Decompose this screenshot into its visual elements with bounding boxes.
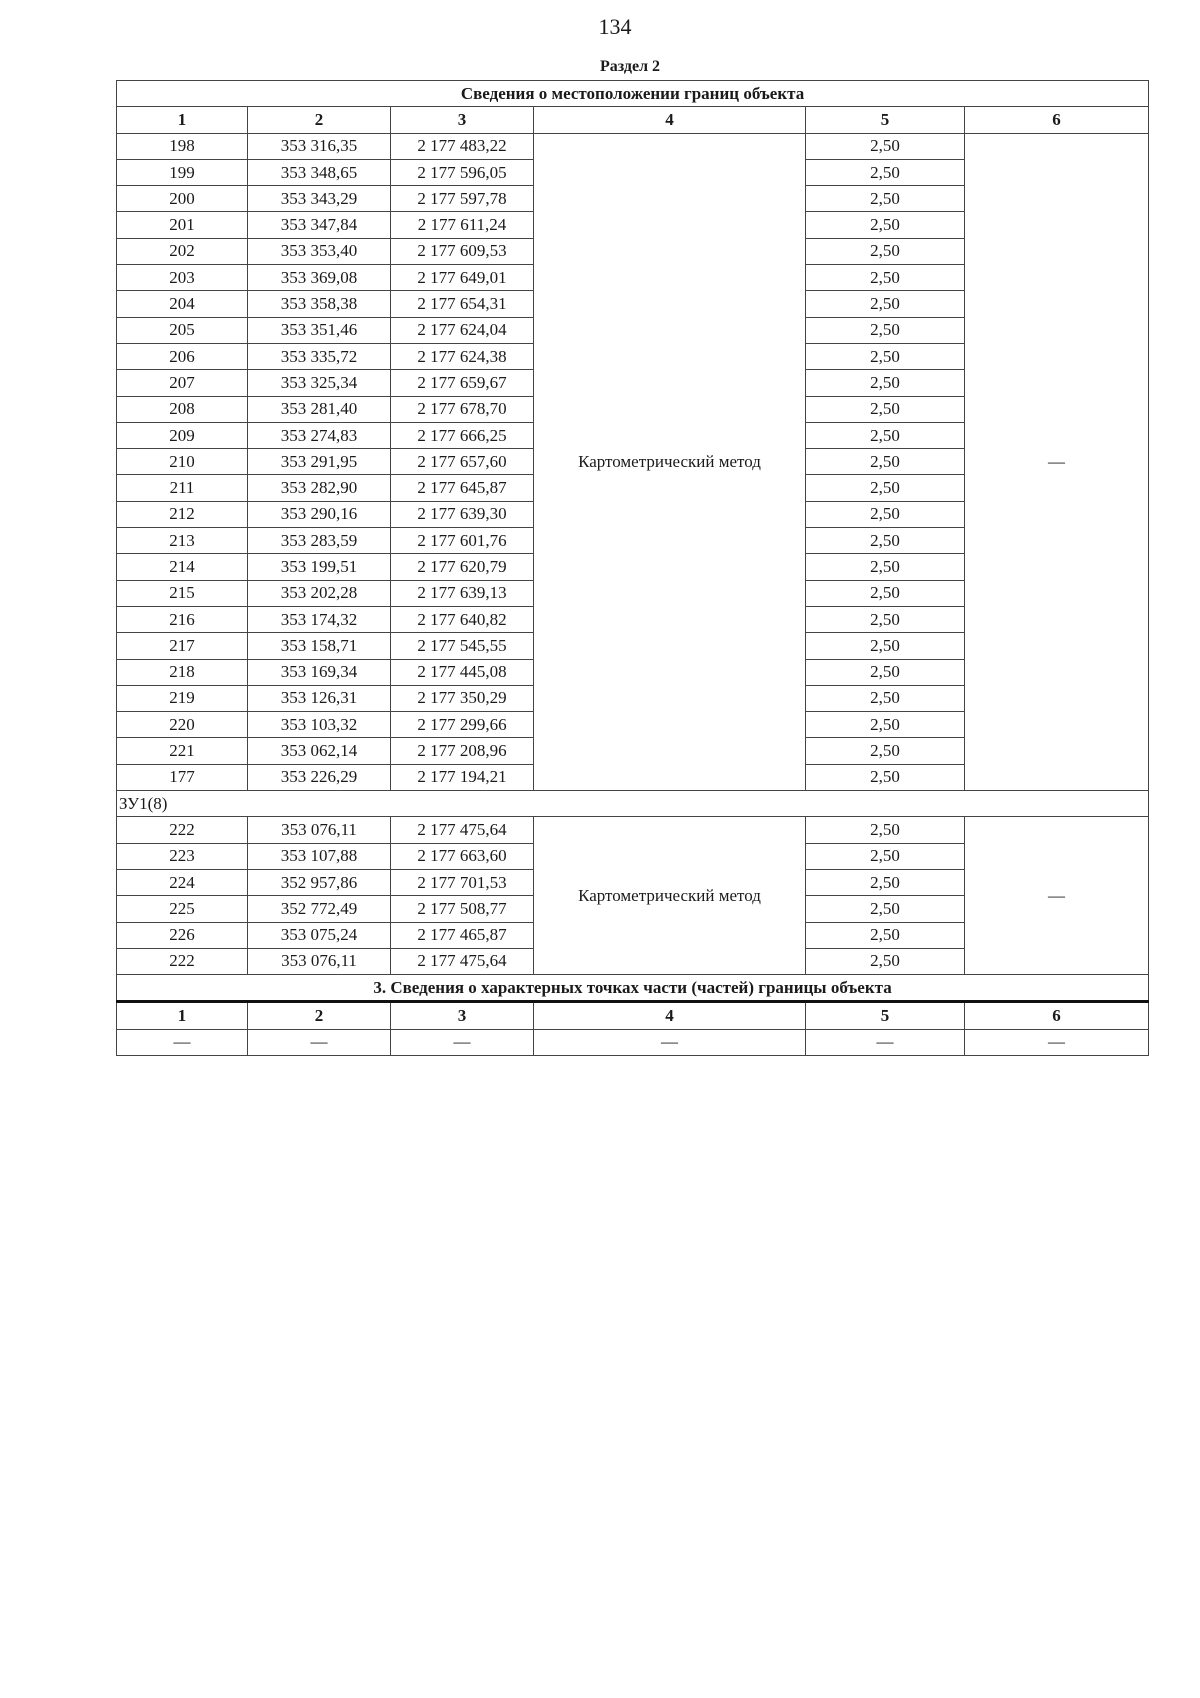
point-number-cell: 224 — [117, 869, 248, 895]
point-number-cell: 214 — [117, 554, 248, 580]
point-number-cell: 211 — [117, 475, 248, 501]
section3-cell: — — [534, 1029, 806, 1055]
y-coordinate-cell: 2 177 624,38 — [391, 343, 534, 369]
x-coordinate-cell: 353 199,51 — [248, 554, 391, 580]
group-label: ЗУ1(8) — [117, 791, 1149, 817]
point-number-cell: 208 — [117, 396, 248, 422]
boundary-table — [116, 80, 1149, 1056]
column-header: 4 — [534, 107, 806, 133]
accuracy-cell: 2,50 — [806, 422, 965, 448]
table-title: Сведения о местоположении границ объекта — [117, 81, 1149, 107]
point-number-cell: 223 — [117, 843, 248, 869]
accuracy-cell: 2,50 — [806, 186, 965, 212]
point-number-cell: 204 — [117, 291, 248, 317]
section3-column-header: 4 — [534, 1002, 806, 1029]
accuracy-cell: 2,50 — [806, 554, 965, 580]
y-coordinate-cell: 2 177 609,53 — [391, 238, 534, 264]
accuracy-cell: 2,50 — [806, 265, 965, 291]
point-number-cell: 217 — [117, 633, 248, 659]
point-number-cell: 221 — [117, 738, 248, 764]
y-coordinate-cell: 2 177 620,79 — [391, 554, 534, 580]
y-coordinate-cell: 2 177 645,87 — [391, 475, 534, 501]
point-number-cell: 210 — [117, 449, 248, 475]
x-coordinate-cell: 353 351,46 — [248, 317, 391, 343]
accuracy-cell: 2,50 — [806, 948, 965, 974]
x-coordinate-cell: 353 291,95 — [248, 449, 391, 475]
table-title-row — [117, 81, 1149, 107]
y-coordinate-cell: 2 177 666,25 — [391, 422, 534, 448]
point-number-cell: 226 — [117, 922, 248, 948]
table-row — [117, 817, 1149, 843]
table-row — [117, 133, 1149, 159]
accuracy-cell: 2,50 — [806, 843, 965, 869]
x-coordinate-cell: 353 369,08 — [248, 265, 391, 291]
y-coordinate-cell: 2 177 601,76 — [391, 528, 534, 554]
section3-title: 3. Сведения о характерных точках части (частей) границы объекта — [117, 975, 1149, 1002]
x-coordinate-cell: 352 772,49 — [248, 896, 391, 922]
section3-column-header: 1 — [117, 1002, 248, 1029]
accuracy-cell: 2,50 — [806, 159, 965, 185]
y-coordinate-cell: 2 177 657,60 — [391, 449, 534, 475]
x-coordinate-cell: 353 358,38 — [248, 291, 391, 317]
y-coordinate-cell: 2 177 508,77 — [391, 896, 534, 922]
section3-column-header: 6 — [965, 1002, 1149, 1029]
x-coordinate-cell: 353 353,40 — [248, 238, 391, 264]
x-coordinate-cell: 353 281,40 — [248, 396, 391, 422]
y-coordinate-cell: 2 177 299,66 — [391, 712, 534, 738]
section3-cell: — — [248, 1029, 391, 1055]
y-coordinate-cell: 2 177 639,30 — [391, 501, 534, 527]
y-coordinate-cell: 2 177 663,60 — [391, 843, 534, 869]
column-header: 3 — [391, 107, 534, 133]
y-coordinate-cell: 2 177 475,64 — [391, 817, 534, 843]
x-coordinate-cell: 353 347,84 — [248, 212, 391, 238]
x-coordinate-cell: 353 290,16 — [248, 501, 391, 527]
column-header: 2 — [248, 107, 391, 133]
x-coordinate-cell: 353 107,88 — [248, 843, 391, 869]
accuracy-cell: 2,50 — [806, 896, 965, 922]
accuracy-cell: 2,50 — [806, 817, 965, 843]
column-header: 6 — [965, 107, 1149, 133]
x-coordinate-cell: 353 283,59 — [248, 528, 391, 554]
point-number-cell: 205 — [117, 317, 248, 343]
accuracy-cell: 2,50 — [806, 712, 965, 738]
accuracy-cell: 2,50 — [806, 291, 965, 317]
section3-cell: — — [391, 1029, 534, 1055]
y-coordinate-cell: 2 177 208,96 — [391, 738, 534, 764]
y-coordinate-cell: 2 177 194,21 — [391, 764, 534, 790]
x-coordinate-cell: 353 282,90 — [248, 475, 391, 501]
accuracy-cell: 2,50 — [806, 396, 965, 422]
y-coordinate-cell: 2 177 640,82 — [391, 606, 534, 632]
section3-data-row — [117, 1029, 1149, 1055]
group-label-row — [117, 791, 1149, 817]
y-coordinate-cell: 2 177 659,67 — [391, 370, 534, 396]
y-coordinate-cell: 2 177 597,78 — [391, 186, 534, 212]
point-number-cell: 198 — [117, 133, 248, 159]
point-number-cell: 201 — [117, 212, 248, 238]
x-coordinate-cell: 353 343,29 — [248, 186, 391, 212]
accuracy-cell: 2,50 — [806, 475, 965, 501]
y-coordinate-cell: 2 177 654,31 — [391, 291, 534, 317]
section3-column-header: 5 — [806, 1002, 965, 1029]
point-number-cell: 215 — [117, 580, 248, 606]
y-coordinate-cell: 2 177 465,87 — [391, 922, 534, 948]
column-header: 5 — [806, 107, 965, 133]
x-coordinate-cell: 353 076,11 — [248, 948, 391, 974]
accuracy-cell: 2,50 — [806, 869, 965, 895]
accuracy-cell: 2,50 — [806, 580, 965, 606]
section3-column-header: 3 — [391, 1002, 534, 1029]
accuracy-cell: 2,50 — [806, 449, 965, 475]
section3-header-row — [117, 1002, 1149, 1029]
section3-cell: — — [806, 1029, 965, 1055]
method-cell: Картометрический метод — [534, 133, 806, 790]
x-coordinate-cell: 353 169,34 — [248, 659, 391, 685]
x-coordinate-cell: 353 126,31 — [248, 685, 391, 711]
y-coordinate-cell: 2 177 701,53 — [391, 869, 534, 895]
x-coordinate-cell: 353 062,14 — [248, 738, 391, 764]
x-coordinate-cell: 353 075,24 — [248, 922, 391, 948]
x-coordinate-cell: 353 335,72 — [248, 343, 391, 369]
accuracy-cell: 2,50 — [806, 317, 965, 343]
point-number-cell: 207 — [117, 370, 248, 396]
x-coordinate-cell: 353 158,71 — [248, 633, 391, 659]
point-number-cell: 177 — [117, 764, 248, 790]
point-number-cell: 220 — [117, 712, 248, 738]
y-coordinate-cell: 2 177 596,05 — [391, 159, 534, 185]
column6-cell: — — [965, 817, 1149, 975]
point-number-cell: 216 — [117, 606, 248, 632]
accuracy-cell: 2,50 — [806, 238, 965, 264]
point-number-cell: 202 — [117, 238, 248, 264]
point-number-cell: 225 — [117, 896, 248, 922]
y-coordinate-cell: 2 177 611,24 — [391, 212, 534, 238]
y-coordinate-cell: 2 177 445,08 — [391, 659, 534, 685]
point-number-cell: 203 — [117, 265, 248, 291]
y-coordinate-cell: 2 177 639,13 — [391, 580, 534, 606]
y-coordinate-cell: 2 177 678,70 — [391, 396, 534, 422]
y-coordinate-cell: 2 177 649,01 — [391, 265, 534, 291]
y-coordinate-cell: 2 177 545,55 — [391, 633, 534, 659]
y-coordinate-cell: 2 177 624,04 — [391, 317, 534, 343]
accuracy-cell: 2,50 — [806, 738, 965, 764]
x-coordinate-cell: 353 174,32 — [248, 606, 391, 632]
point-number-cell: 222 — [117, 948, 248, 974]
accuracy-cell: 2,50 — [806, 343, 965, 369]
x-coordinate-cell: 353 348,65 — [248, 159, 391, 185]
accuracy-cell: 2,50 — [806, 212, 965, 238]
x-coordinate-cell: 353 076,11 — [248, 817, 391, 843]
point-number-cell: 209 — [117, 422, 248, 448]
x-coordinate-cell: 353 202,28 — [248, 580, 391, 606]
accuracy-cell: 2,50 — [806, 528, 965, 554]
accuracy-cell: 2,50 — [806, 685, 965, 711]
y-coordinate-cell: 2 177 483,22 — [391, 133, 534, 159]
point-number-cell: 218 — [117, 659, 248, 685]
point-number-cell: 212 — [117, 501, 248, 527]
point-number-cell: 200 — [117, 186, 248, 212]
x-coordinate-cell: 353 103,32 — [248, 712, 391, 738]
point-number-cell: 222 — [117, 817, 248, 843]
x-coordinate-cell: 353 226,29 — [248, 764, 391, 790]
accuracy-cell: 2,50 — [806, 633, 965, 659]
x-coordinate-cell: 353 316,35 — [248, 133, 391, 159]
point-number-cell: 213 — [117, 528, 248, 554]
x-coordinate-cell: 352 957,86 — [248, 869, 391, 895]
section3-column-header: 2 — [248, 1002, 391, 1029]
accuracy-cell: 2,50 — [806, 133, 965, 159]
accuracy-cell: 2,50 — [806, 370, 965, 396]
method-cell: Картометрический метод — [534, 817, 806, 975]
point-number-cell: 206 — [117, 343, 248, 369]
accuracy-cell: 2,50 — [806, 501, 965, 527]
column-header: 1 — [117, 107, 248, 133]
column-header-row — [117, 107, 1149, 133]
section3-cell: — — [117, 1029, 248, 1055]
column6-cell: — — [965, 133, 1149, 790]
accuracy-cell: 2,50 — [806, 764, 965, 790]
section-heading: Раздел 2 — [599, 58, 661, 75]
point-number-cell: 219 — [117, 685, 248, 711]
x-coordinate-cell: 353 274,83 — [248, 422, 391, 448]
accuracy-cell: 2,50 — [806, 659, 965, 685]
y-coordinate-cell: 2 177 475,64 — [391, 948, 534, 974]
section3-cell: — — [965, 1029, 1149, 1055]
point-number-cell: 199 — [117, 159, 248, 185]
x-coordinate-cell: 353 325,34 — [248, 370, 391, 396]
y-coordinate-cell: 2 177 350,29 — [391, 685, 534, 711]
page-number: 134 — [598, 14, 632, 39]
accuracy-cell: 2,50 — [806, 922, 965, 948]
accuracy-cell: 2,50 — [806, 606, 965, 632]
section3-title-row — [117, 975, 1149, 1002]
